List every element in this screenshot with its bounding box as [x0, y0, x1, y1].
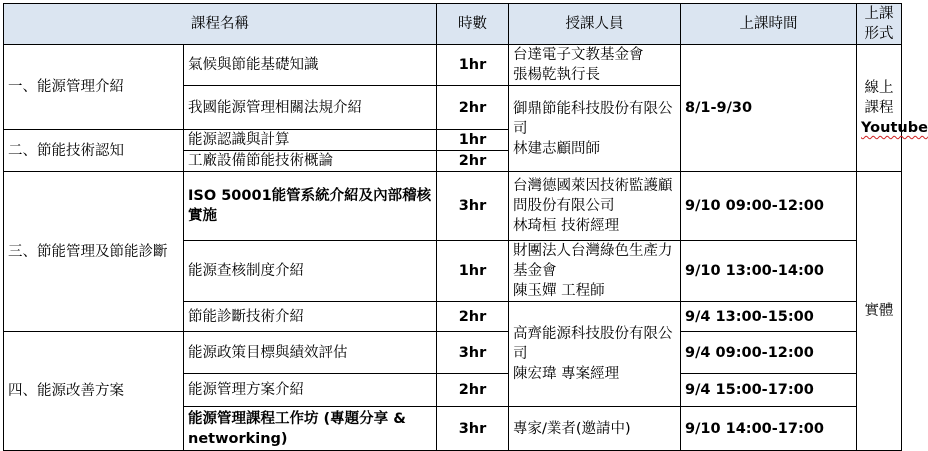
- unit-cell: 四、能源改善方案: [4, 332, 184, 451]
- time-cell: 9/4 13:00-15:00: [681, 302, 857, 332]
- time-cell: 8/1-9/30: [681, 45, 857, 172]
- table-row: [4, 45, 902, 86]
- course-name-cell: 能源管理課程工作坊 (專題分享 & networking): [184, 407, 437, 451]
- hours-cell: 3hr: [437, 407, 509, 451]
- course-name-cell: 節能診斷技術介紹: [184, 302, 437, 332]
- format-online-platform: Youtube: [861, 120, 928, 136]
- course-name-cell: 能源管理方案介紹: [184, 374, 437, 407]
- time-cell: 9/4 09:00-12:00: [681, 332, 857, 374]
- time-cell: 9/10 09:00-12:00: [681, 172, 857, 241]
- hours-cell: 2hr: [437, 302, 509, 332]
- hours-cell: 2hr: [437, 374, 509, 407]
- course-name-cell: 能源認識與計算: [184, 130, 437, 151]
- hours-cell: 2hr: [437, 86, 509, 130]
- hours-cell: 1hr: [437, 45, 509, 86]
- header-course-name: 課程名稱: [4, 4, 437, 45]
- instructor-cell: 台達電子文教基金會 張楊乾執行長: [509, 45, 681, 86]
- unit-cell: 二、節能技術認知: [4, 130, 184, 172]
- header-row: [4, 4, 902, 45]
- hours-cell: 3hr: [437, 332, 509, 374]
- header-instructor: 授課人員: [509, 4, 681, 45]
- table-row: [4, 332, 902, 374]
- hours-cell: 3hr: [437, 172, 509, 241]
- header-hours: 時數: [437, 4, 509, 45]
- time-cell: 9/10 14:00-17:00: [681, 407, 857, 451]
- format-cell-onsite: 實體: [857, 172, 902, 451]
- format-cell-online: [857, 45, 928, 172]
- time-cell: 9/4 15:00-17:00: [681, 374, 857, 407]
- course-name-cell: 能源政策目標與績效評估: [184, 332, 437, 374]
- course-schedule-grid: [3, 3, 928, 451]
- course-name-cell: 工廠設備節能技術概論: [184, 151, 437, 172]
- time-cell: 9/10 13:00-14:00: [681, 241, 857, 302]
- course-name-cell: 能源查核制度介紹: [184, 241, 437, 302]
- instructor-cell: 財團法人台灣綠色生產力基金會 陳玉嬋 工程師: [509, 241, 681, 302]
- hours-cell: 1hr: [437, 130, 509, 151]
- instructor-cell: 專家/業者(邀請中): [509, 407, 681, 451]
- hours-cell: 1hr: [437, 241, 509, 302]
- course-name-cell: 我國能源管理相關法規介紹: [184, 86, 437, 130]
- course-name-cell: ISO 50001能管系統介紹及內部稽核實施: [184, 172, 437, 241]
- unit-cell: 三、節能管理及節能診斷: [4, 172, 184, 332]
- course-name-cell: 氣候與節能基礎知識: [184, 45, 437, 86]
- instructor-cell: 台灣德國萊因技術監護顧問股份有限公司 林琦桓 技術經理: [509, 172, 681, 241]
- unit-cell: 一、能源管理介紹: [4, 45, 184, 130]
- instructor-cell: 高齊能源科技股份有限公司 陳宏瑋 專案經理: [509, 302, 681, 407]
- header-time: 上課時間: [681, 4, 857, 45]
- instructor-cell: 御鼎節能科技股份有限公司 林建志顧問師: [509, 86, 681, 172]
- format-online-label: 線上課程: [864, 80, 894, 116]
- header-format: 上課形式: [857, 4, 902, 45]
- table-row: [4, 172, 902, 241]
- hours-cell: 2hr: [437, 151, 509, 172]
